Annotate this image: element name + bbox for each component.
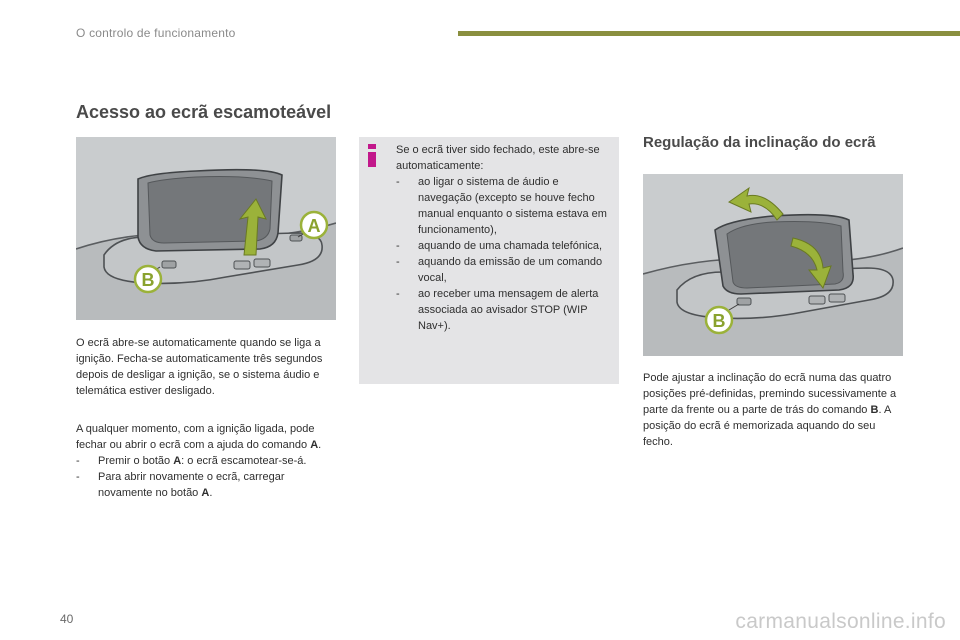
header-rule: [458, 31, 960, 36]
bullet-text-end: : o ecrã escamotear-se-á.: [181, 455, 307, 467]
tilt-text-end: . A posição do ecrã é memorizada aquando do seu fecho.: [643, 404, 891, 448]
info-text: [396, 142, 611, 334]
list-item: [76, 453, 338, 469]
info-box: [359, 137, 619, 384]
figure-screen-tilt: [643, 174, 903, 356]
bullet-dash: -: [396, 256, 400, 268]
bullet-text: ao ligar o sistema de áudio e navegação (excepto se houve fecho manual enquanto o sistema estava em funcionamento),: [418, 176, 607, 236]
bullet-dash: -: [396, 288, 400, 300]
list-item: [396, 174, 611, 238]
list-item: [396, 286, 611, 334]
page-header-title: O controlo de funcionamento: [76, 26, 236, 40]
section-title: Acesso ao ecrã escamoteável: [76, 102, 332, 122]
paragraph-manual-control: [76, 421, 338, 501]
list-item: [396, 238, 611, 254]
page-number: 40: [60, 612, 74, 626]
bullet-bold: A: [201, 487, 210, 499]
manual-control-intro: A qualquer momento, com a ignição ligada, pode fechar ou abrir o ecrã com a ajuda do comando: [76, 423, 315, 451]
bullet-dash: -: [76, 471, 80, 483]
figure-label-b: B: [141, 270, 155, 290]
bullet-text: aquando da emissão de um comando vocal,: [418, 256, 603, 284]
figure-label-a: A: [307, 216, 321, 236]
bullet-text-end: .: [209, 487, 213, 499]
info-icon: [368, 144, 376, 165]
bullet-dash: -: [396, 176, 400, 188]
info-intro: Se o ecrã tiver sido fechado, este abre-se automaticamente:: [396, 144, 600, 172]
list-item: [76, 469, 338, 501]
list-item: [396, 254, 611, 286]
bullet-text: Para abrir novamente o ecrã, carregar novamente no botão: [98, 471, 285, 499]
bullet-text: ao receber uma mensagem de alerta associada ao avisador STOP (WIP Nav+).: [418, 288, 599, 332]
bullet-text: aquando de uma chamada telefónica,: [418, 240, 603, 252]
bullet-list: [76, 453, 338, 501]
manual-control-intro-end: .: [318, 439, 322, 451]
bullet-bold: A: [173, 455, 182, 467]
paragraph-auto-open: O ecrã abre-se automaticamente quando se liga a ignição. Fecha-se automaticamente três segundos depois de desligar a ignição, se o sistema áudio e telemática estiver desligado.: [76, 337, 323, 397]
paragraph-tilt-adjust: [643, 370, 903, 450]
bullet-dash: -: [396, 240, 400, 252]
manual-control-command-label: A: [310, 439, 319, 451]
figure-screen-access: [76, 137, 336, 320]
figure-label-b: B: [712, 311, 726, 331]
tilt-text: Pode ajustar a inclinação do ecrã numa das quatro posições pré-definidas, premindo sucessivamente a parte da frente ou a parte de trás do comando: [643, 372, 897, 416]
bullet-dash: -: [76, 455, 80, 467]
tilt-command-label: B: [870, 404, 879, 416]
tilt-section-title: Regulação da inclinação do ecrã: [643, 134, 876, 151]
bullet-text: Premir o botão: [98, 455, 174, 467]
watermark: carmanualsonline.info: [735, 610, 946, 633]
